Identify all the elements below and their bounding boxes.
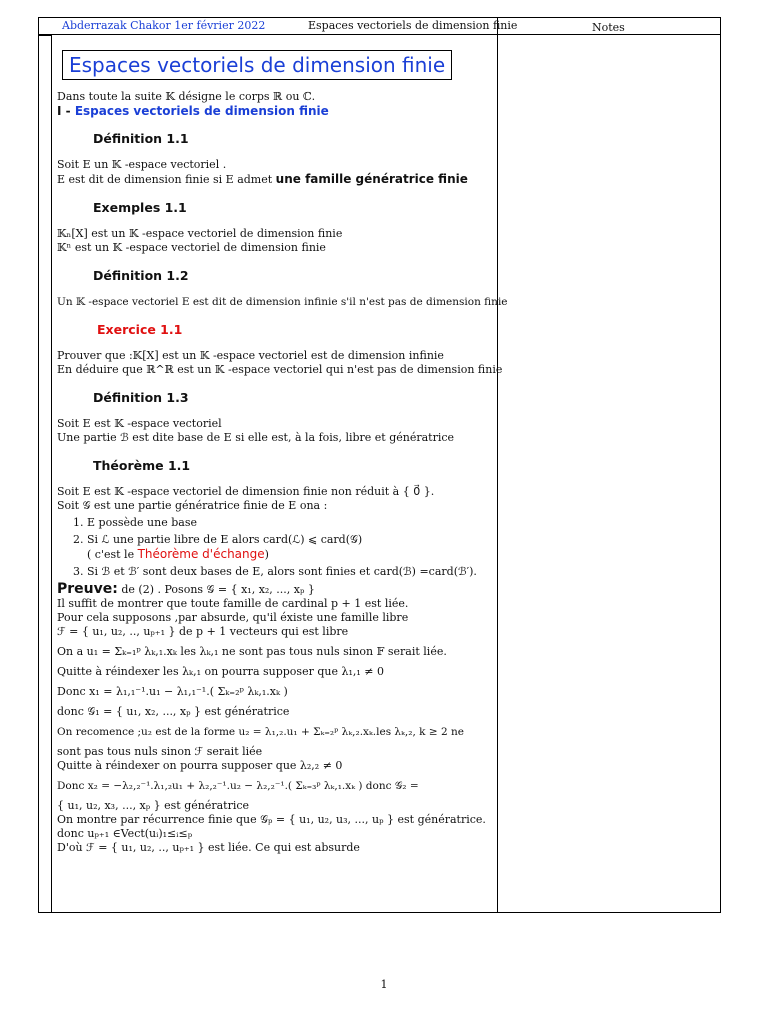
- def11-line1: Soit E un 𝕂 -espace vectoriel .: [57, 158, 227, 171]
- theorem-item-2-paren-post: ): [264, 548, 269, 561]
- proof-first-line: [57, 582, 497, 597]
- header-author-date: Abderrazak Chakor 1er février 2022: [62, 19, 266, 32]
- intro-text: Dans toute la suite 𝕂 désigne le corps ℝ ou ℂ.: [57, 90, 316, 103]
- thm11-line2: Soit 𝒢 est une partie génératrice finie de E ona :: [57, 499, 328, 512]
- main-title: Espaces vectoriels de dimension finie: [62, 50, 452, 80]
- ex11-line2: 𝕂ⁿ est un 𝕂 -espace vectoriel de dimension finie: [57, 241, 326, 254]
- proof-line-8: On recomence ;u₂ est de la forme u₂ = λ₁,₂.u₁ + Σₖ₌₂ᵖ λₖ,₂.xₖ.les λₖ,₂, k ≥ 2 ne: [57, 726, 464, 738]
- theorem-item-2-text: Si ℒ une partie libre de E alors card(ℒ) ⩽ card(𝒢): [87, 533, 363, 546]
- proof-line-6: Donc x₁ = λ₁,₁⁻¹.u₁ − λ₁,₁⁻¹.( Σₖ₌₂ᵖ λₖ,₁.xₖ ): [57, 685, 288, 698]
- definition-1-3-title: Définition 1.3: [93, 390, 189, 405]
- section-number: I -: [57, 104, 71, 118]
- main-content: [57, 44, 508, 855]
- exo11-line2: En déduire que ℝ^ℝ est un 𝕂 -espace vectoriel qui n'est pas de dimension finie: [57, 363, 503, 376]
- proof-line-13: On montre par récurrence finie que 𝒢ₚ = { u₁, u₂, u₃, ..., uₚ } est génératrice.: [57, 813, 486, 826]
- proof-line-11: Donc x₂ = −λ₂,₂⁻¹.λ₁,₂u₁ + λ₂,₂⁻¹.u₂ − λ₂,₂⁻¹.( Σₖ₌₃ᵖ λₖ,₁.xₖ ) donc 𝒢₂ =: [57, 780, 419, 792]
- proof-line-12: { u₁, u₂, x₃, ..., xₚ } est génératrice: [57, 799, 250, 812]
- header-running-title: Espaces vectoriels de dimension finie: [308, 19, 518, 32]
- proof-line-1: Il suffit de montrer que toute famille de cardinal p + 1 est liée.: [57, 597, 409, 610]
- thm11-line1: Soit E est 𝕂 -espace vectoriel de dimension finie non réduit à { 0⃗ }.: [57, 485, 435, 498]
- proof-line-15: D'où ℱ = { u₁, u₂, .., uₚ₊₁ } est liée. Ce qui est absurde: [57, 841, 360, 854]
- notes-column: [497, 17, 721, 913]
- def11-line2-bold: une famille génératrice finie: [275, 172, 468, 186]
- theorem-item-2: [87, 533, 497, 562]
- proof-line-10: Quitte à réindexer on pourra supposer que λ₂,₂ ≠ 0: [57, 759, 343, 772]
- proof-line-3: ℱ = { u₁, u₂, .., uₚ₊₁ } de p + 1 vecteurs qui est libre: [57, 625, 349, 638]
- exercise-1-1-title: Exercice 1.1: [97, 322, 183, 337]
- proof-line-9: sont pas tous nuls sinon ℱ serait liée: [57, 745, 263, 758]
- def11-line2: [57, 172, 497, 187]
- def13-line1: Soit E est 𝕂 -espace vectoriel: [57, 417, 222, 430]
- ex11-line1: 𝕂ₙ[X] est un 𝕂 -espace vectoriel de dimension finie: [57, 227, 343, 240]
- def13-line2: Une partie ℬ est dite base de E si elle est, à la fois, libre et génératrice: [57, 431, 455, 444]
- definition-1-1-title: Définition 1.1: [93, 131, 189, 146]
- theorem-item-2-paren-pre: ( c'est le: [87, 548, 135, 561]
- proof-line-5: Quitte à réindexer les λₖ,₁ on pourra supposer que λ₁,₁ ≠ 0: [57, 665, 384, 678]
- proof-line-0: de (2) . Posons 𝒢 = { x₁, x₂, ..., xₚ }: [121, 583, 315, 596]
- section-title: Espaces vectoriels de dimension finie: [74, 104, 329, 118]
- proof-line-14: donc uₚ₊₁ ∈Vect(uᵢ)₁≤ᵢ≤ₚ: [57, 827, 193, 840]
- def12-line1: Un 𝕂 -espace vectoriel E est dit de dimension infinie s'il n'est pas de dimension finie: [57, 296, 508, 308]
- theorem-echange-label: Théorème d'échange: [137, 547, 265, 561]
- theorem-1-1-title: Théorème 1.1: [93, 458, 191, 473]
- proof-line-2: Pour cela supposons ,par absurde, qu'il éxiste une famille libre: [57, 611, 409, 624]
- proof-line-7: donc 𝒢₁ = { u₁, x₂, ..., xₚ } est génératrice: [57, 705, 290, 718]
- section-heading: [57, 104, 497, 118]
- exo11-line1: Prouver que :𝕂[X] est un 𝕂 -espace vectoriel est de dimension infinie: [57, 349, 444, 362]
- def11-line2-text: E est dit de dimension finie si E admet: [57, 173, 273, 186]
- theorem-item-1: 1. E possède une base: [87, 516, 497, 530]
- theorem-item-3: 3. Si ℬ et ℬ′ sont deux bases de E, alors sont finies et card(ℬ) =card(ℬ′).: [87, 565, 497, 579]
- proof-line-4: On a u₁ = Σₖ₌₁ᵖ λₖ,₁.xₖ les λₖ,₁ ne sont pas tous nuls sinon 𝔽 serait liée.: [57, 645, 447, 658]
- left-margin-rule: [38, 35, 52, 913]
- proof-label: Preuve:: [57, 581, 118, 597]
- definition-1-2-title: Définition 1.2: [93, 268, 189, 283]
- header-notes-label: Notes: [592, 21, 625, 34]
- examples-1-1-title: Exemples 1.1: [93, 200, 187, 215]
- theorem-list: [57, 516, 497, 579]
- page-number: 1: [380, 978, 388, 991]
